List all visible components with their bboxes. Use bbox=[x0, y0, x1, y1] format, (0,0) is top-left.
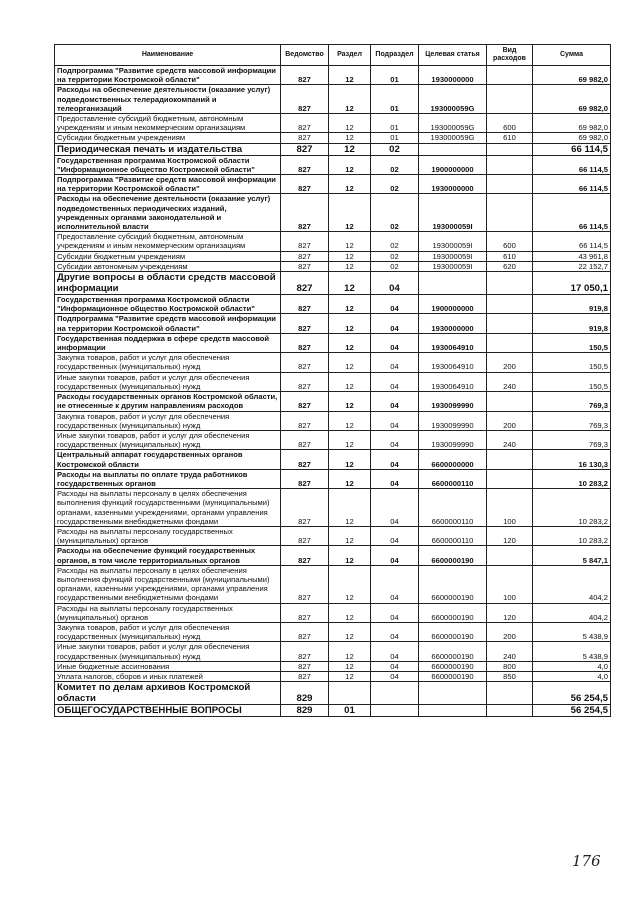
row-section: 12 bbox=[329, 603, 371, 622]
budget-table-page bbox=[54, 44, 610, 717]
table-row bbox=[55, 546, 611, 565]
row-subsection: 04 bbox=[371, 314, 419, 333]
row-amount: 404,2 bbox=[533, 603, 611, 622]
row-subsection: 02 bbox=[371, 143, 419, 155]
row-department: 829 bbox=[281, 682, 329, 705]
row-department: 827 bbox=[281, 194, 329, 232]
row-target-item: 6600000190 bbox=[419, 642, 487, 661]
table-row bbox=[55, 272, 611, 295]
row-amount: 150,5 bbox=[533, 372, 611, 391]
row-department: 827 bbox=[281, 642, 329, 661]
row-target-item: 6600000190 bbox=[419, 565, 487, 603]
row-amount: 4,0 bbox=[533, 671, 611, 681]
row-amount: 56 254,5 bbox=[533, 682, 611, 705]
table-header-row bbox=[55, 45, 611, 66]
row-department: 827 bbox=[281, 450, 329, 469]
row-amount: 56 254,5 bbox=[533, 705, 611, 717]
row-amount: 69 982,0 bbox=[533, 114, 611, 133]
row-target-item: 193000059G bbox=[419, 85, 487, 114]
row-expense-type bbox=[487, 143, 533, 155]
row-amount: 66 114,5 bbox=[533, 175, 611, 194]
table-row bbox=[55, 114, 611, 133]
row-expense-type: 200 bbox=[487, 411, 533, 430]
row-expense-type: 120 bbox=[487, 526, 533, 545]
row-section: 12 bbox=[329, 114, 371, 133]
row-name: Расходы на выплаты персоналу в целях обеспечения выполнения функций государственными (муниципальными) органами, казенными учреждениями, органами управления государственными внебюджетными фондами bbox=[55, 489, 281, 527]
row-amount: 919,8 bbox=[533, 295, 611, 314]
row-expense-type: 120 bbox=[487, 603, 533, 622]
row-name: Комитет по делам архивов Костромской области bbox=[55, 682, 281, 705]
row-subsection: 02 bbox=[371, 251, 419, 261]
row-expense-type: 850 bbox=[487, 671, 533, 681]
row-name: Закупка товаров, работ и услуг для обеспечения государственных (муниципальных) нужд bbox=[55, 411, 281, 430]
row-department: 829 bbox=[281, 705, 329, 717]
row-target-item bbox=[419, 272, 487, 295]
row-amount: 769,3 bbox=[533, 430, 611, 449]
table-row bbox=[55, 372, 611, 391]
header-target-item: Целевая статья bbox=[419, 45, 487, 66]
row-section: 12 bbox=[329, 565, 371, 603]
row-subsection: 04 bbox=[371, 372, 419, 391]
row-amount: 10 283,2 bbox=[533, 489, 611, 527]
row-section: 12 bbox=[329, 85, 371, 114]
header-expense-type: Вид расходов bbox=[487, 45, 533, 66]
row-section: 12 bbox=[329, 489, 371, 527]
row-amount: 69 982,0 bbox=[533, 85, 611, 114]
row-amount: 769,3 bbox=[533, 411, 611, 430]
row-subsection: 04 bbox=[371, 333, 419, 352]
row-name: Иные закупки товаров, работ и услуг для обеспечения государственных (муниципальных) нужд bbox=[55, 430, 281, 449]
table-row bbox=[55, 603, 611, 622]
row-target-item: 1930000000 bbox=[419, 314, 487, 333]
row-subsection: 04 bbox=[371, 546, 419, 565]
row-target-item: 6600000190 bbox=[419, 603, 487, 622]
row-target-item: 1930064910 bbox=[419, 372, 487, 391]
row-target-item: 193000059I bbox=[419, 194, 487, 232]
row-target-item bbox=[419, 682, 487, 705]
row-subsection: 04 bbox=[371, 622, 419, 641]
row-subsection: 04 bbox=[371, 526, 419, 545]
row-amount: 66 114,5 bbox=[533, 232, 611, 251]
row-section: 12 bbox=[329, 430, 371, 449]
row-department: 827 bbox=[281, 143, 329, 155]
row-name: Предоставление субсидий бюджетным, автономным учреждениям и иным некоммерческим организациям bbox=[55, 114, 281, 133]
table-row bbox=[55, 450, 611, 469]
row-department: 827 bbox=[281, 295, 329, 314]
table-row bbox=[55, 314, 611, 333]
row-name: Иные закупки товаров, работ и услуг для обеспечения государственных (муниципальных) нужд bbox=[55, 372, 281, 391]
row-amount: 66 114,5 bbox=[533, 194, 611, 232]
row-target-item: 6600000110 bbox=[419, 526, 487, 545]
row-name: Расходы на выплаты по оплате труда работников государственных органов bbox=[55, 469, 281, 488]
table-row bbox=[55, 85, 611, 114]
row-subsection: 04 bbox=[371, 450, 419, 469]
row-expense-type bbox=[487, 450, 533, 469]
row-target-item: 193000059I bbox=[419, 251, 487, 261]
row-department: 827 bbox=[281, 85, 329, 114]
row-subsection: 04 bbox=[371, 661, 419, 671]
row-section: 12 bbox=[329, 261, 371, 271]
row-name: Закупка товаров, работ и услуг для обеспечения государственных (муниципальных) нужд bbox=[55, 622, 281, 641]
row-name: Уплата налогов, сборов и иных платежей bbox=[55, 671, 281, 681]
row-section: 12 bbox=[329, 314, 371, 333]
row-department: 827 bbox=[281, 155, 329, 174]
row-expense-type: 200 bbox=[487, 353, 533, 372]
row-amount: 10 283,2 bbox=[533, 469, 611, 488]
header-section: Раздел bbox=[329, 45, 371, 66]
row-expense-type: 600 bbox=[487, 232, 533, 251]
row-subsection bbox=[371, 682, 419, 705]
row-amount: 16 130,3 bbox=[533, 450, 611, 469]
row-expense-type bbox=[487, 469, 533, 488]
table-row bbox=[55, 333, 611, 352]
row-target-item bbox=[419, 705, 487, 717]
row-expense-type: 200 bbox=[487, 622, 533, 641]
table-row bbox=[55, 489, 611, 527]
row-name: Государственная программа Костромской области "Информационное общество Костромской области" bbox=[55, 295, 281, 314]
row-department: 827 bbox=[281, 526, 329, 545]
row-subsection bbox=[371, 705, 419, 717]
row-target-item: 6600000190 bbox=[419, 622, 487, 641]
row-target-item: 1930099990 bbox=[419, 411, 487, 430]
row-expense-type: 610 bbox=[487, 133, 533, 143]
row-target-item: 193000059G bbox=[419, 114, 487, 133]
row-name: Предоставление субсидий бюджетным, автономным учреждениям и иным некоммерческим организациям bbox=[55, 232, 281, 251]
row-section: 12 bbox=[329, 194, 371, 232]
row-target-item bbox=[419, 143, 487, 155]
row-name: Закупка товаров, работ и услуг для обеспечения государственных (муниципальных) нужд bbox=[55, 353, 281, 372]
table-row bbox=[55, 353, 611, 372]
row-target-item: 6600000190 bbox=[419, 661, 487, 671]
table-row bbox=[55, 66, 611, 85]
row-department: 827 bbox=[281, 133, 329, 143]
row-subsection: 02 bbox=[371, 194, 419, 232]
row-target-item: 6600000110 bbox=[419, 489, 487, 527]
table-row bbox=[55, 526, 611, 545]
row-target-item: 1930064910 bbox=[419, 333, 487, 352]
row-expense-type bbox=[487, 705, 533, 717]
row-target-item: 1930064910 bbox=[419, 353, 487, 372]
row-subsection: 04 bbox=[371, 353, 419, 372]
row-expense-type: 100 bbox=[487, 565, 533, 603]
row-expense-type bbox=[487, 272, 533, 295]
row-amount: 17 050,1 bbox=[533, 272, 611, 295]
row-name: Расходы на выплаты персоналу государственных (муниципальных) органов bbox=[55, 526, 281, 545]
row-subsection: 04 bbox=[371, 430, 419, 449]
row-department: 827 bbox=[281, 489, 329, 527]
row-amount: 5 438,9 bbox=[533, 622, 611, 641]
row-amount: 66 114,5 bbox=[533, 143, 611, 155]
row-department: 827 bbox=[281, 622, 329, 641]
table-row bbox=[55, 411, 611, 430]
row-target-item: 1900000000 bbox=[419, 295, 487, 314]
row-section: 12 bbox=[329, 642, 371, 661]
row-amount: 22 152,7 bbox=[533, 261, 611, 271]
row-section: 12 bbox=[329, 469, 371, 488]
row-expense-type: 240 bbox=[487, 372, 533, 391]
row-subsection: 04 bbox=[371, 295, 419, 314]
row-amount: 43 961,8 bbox=[533, 251, 611, 261]
row-expense-type: 100 bbox=[487, 489, 533, 527]
table-row bbox=[55, 392, 611, 411]
row-department: 827 bbox=[281, 372, 329, 391]
row-expense-type bbox=[487, 194, 533, 232]
row-name: Иные закупки товаров, работ и услуг для обеспечения государственных (муниципальных) нужд bbox=[55, 642, 281, 661]
table-row bbox=[55, 469, 611, 488]
row-name: Расходы на выплаты персоналу государственных (муниципальных) органов bbox=[55, 603, 281, 622]
row-section: 12 bbox=[329, 175, 371, 194]
row-target-item: 1900000000 bbox=[419, 155, 487, 174]
table-body bbox=[55, 66, 611, 717]
row-department: 827 bbox=[281, 546, 329, 565]
row-amount: 69 982,0 bbox=[533, 133, 611, 143]
row-section: 12 bbox=[329, 66, 371, 85]
row-target-item: 1930000000 bbox=[419, 66, 487, 85]
row-section: 12 bbox=[329, 546, 371, 565]
row-department: 827 bbox=[281, 392, 329, 411]
row-department: 827 bbox=[281, 175, 329, 194]
row-section: 12 bbox=[329, 353, 371, 372]
row-name: Субсидии бюджетным учреждениям bbox=[55, 251, 281, 261]
table-row bbox=[55, 251, 611, 261]
row-expense-type bbox=[487, 85, 533, 114]
row-amount: 769,3 bbox=[533, 392, 611, 411]
row-name: Расходы на выплаты персоналу в целях обеспечения выполнения функций государственными (муниципальными) органами, казенными учреждениями, органами управления государственными внебюджетными фондами bbox=[55, 565, 281, 603]
row-expense-type bbox=[487, 392, 533, 411]
row-department: 827 bbox=[281, 114, 329, 133]
row-expense-type: 240 bbox=[487, 430, 533, 449]
row-target-item: 6600000000 bbox=[419, 450, 487, 469]
table-row bbox=[55, 194, 611, 232]
row-subsection: 04 bbox=[371, 489, 419, 527]
row-expense-type: 620 bbox=[487, 261, 533, 271]
row-department: 827 bbox=[281, 661, 329, 671]
budget-table bbox=[54, 44, 611, 717]
row-amount: 4,0 bbox=[533, 661, 611, 671]
row-section: 12 bbox=[329, 622, 371, 641]
row-section: 12 bbox=[329, 411, 371, 430]
row-name: Государственная поддержка в сфере средств массовой информации bbox=[55, 333, 281, 352]
row-subsection: 04 bbox=[371, 469, 419, 488]
table-row bbox=[55, 565, 611, 603]
row-department: 827 bbox=[281, 603, 329, 622]
row-amount: 150,5 bbox=[533, 333, 611, 352]
row-subsection: 04 bbox=[371, 392, 419, 411]
row-target-item: 1930000000 bbox=[419, 175, 487, 194]
row-amount: 150,5 bbox=[533, 353, 611, 372]
table-row bbox=[55, 232, 611, 251]
row-name: Подпрограмма "Развитие средств массовой информации на территории Костромской области" bbox=[55, 314, 281, 333]
row-expense-type bbox=[487, 155, 533, 174]
table-row bbox=[55, 261, 611, 271]
row-name: Периодическая печать и издательства bbox=[55, 143, 281, 155]
header-amount: Сумма bbox=[533, 45, 611, 66]
row-section: 12 bbox=[329, 671, 371, 681]
row-section: 12 bbox=[329, 155, 371, 174]
row-section: 12 bbox=[329, 392, 371, 411]
row-subsection: 02 bbox=[371, 155, 419, 174]
row-subsection: 01 bbox=[371, 85, 419, 114]
table-row bbox=[55, 175, 611, 194]
row-target-item: 193000059I bbox=[419, 232, 487, 251]
row-name: Подпрограмма "Развитие средств массовой информации на территории Костромской области" bbox=[55, 66, 281, 85]
row-subsection: 04 bbox=[371, 671, 419, 681]
row-section: 12 bbox=[329, 450, 371, 469]
header-subsection: Подраздел bbox=[371, 45, 419, 66]
table-row bbox=[55, 671, 611, 681]
row-section: 12 bbox=[329, 333, 371, 352]
row-subsection: 04 bbox=[371, 565, 419, 603]
row-section: 12 bbox=[329, 372, 371, 391]
row-subsection: 01 bbox=[371, 133, 419, 143]
row-name: Субсидии бюджетным учреждениям bbox=[55, 133, 281, 143]
row-subsection: 04 bbox=[371, 411, 419, 430]
row-department: 827 bbox=[281, 272, 329, 295]
row-expense-type bbox=[487, 66, 533, 85]
row-amount: 919,8 bbox=[533, 314, 611, 333]
row-department: 827 bbox=[281, 251, 329, 261]
header-name: Наименование bbox=[55, 45, 281, 66]
row-name: Другие вопросы в области средств массовой информации bbox=[55, 272, 281, 295]
table-row bbox=[55, 133, 611, 143]
row-department: 827 bbox=[281, 333, 329, 352]
row-department: 827 bbox=[281, 314, 329, 333]
row-section: 12 bbox=[329, 232, 371, 251]
table-row bbox=[55, 682, 611, 705]
row-department: 827 bbox=[281, 565, 329, 603]
header-department: Ведомство bbox=[281, 45, 329, 66]
table-row bbox=[55, 143, 611, 155]
row-name: Подпрограмма "Развитие средств массовой информации на территории Костромской области" bbox=[55, 175, 281, 194]
table-row bbox=[55, 661, 611, 671]
table-row bbox=[55, 430, 611, 449]
row-section: 12 bbox=[329, 251, 371, 261]
row-section: 01 bbox=[329, 705, 371, 717]
row-subsection: 02 bbox=[371, 232, 419, 251]
row-expense-type: 800 bbox=[487, 661, 533, 671]
row-subsection: 01 bbox=[371, 114, 419, 133]
row-subsection: 01 bbox=[371, 66, 419, 85]
row-name: Субсидии автономным учреждениям bbox=[55, 261, 281, 271]
row-target-item: 1930099990 bbox=[419, 430, 487, 449]
row-section: 12 bbox=[329, 272, 371, 295]
row-amount: 66 114,5 bbox=[533, 155, 611, 174]
row-subsection: 04 bbox=[371, 272, 419, 295]
row-expense-type bbox=[487, 333, 533, 352]
table-row bbox=[55, 705, 611, 717]
row-subsection: 02 bbox=[371, 261, 419, 271]
row-department: 827 bbox=[281, 261, 329, 271]
row-name: ОБЩЕГОСУДАРСТВЕННЫЕ ВОПРОСЫ bbox=[55, 705, 281, 717]
row-subsection: 04 bbox=[371, 642, 419, 661]
row-name: Расходы государственных органов Костромской области, не отнесенные к другим направлениям расходов bbox=[55, 392, 281, 411]
row-target-item: 1930099990 bbox=[419, 392, 487, 411]
row-expense-type bbox=[487, 175, 533, 194]
row-expense-type bbox=[487, 295, 533, 314]
table-row bbox=[55, 622, 611, 641]
row-expense-type bbox=[487, 682, 533, 705]
row-amount: 5 438,9 bbox=[533, 642, 611, 661]
row-amount: 5 847,1 bbox=[533, 546, 611, 565]
row-department: 827 bbox=[281, 411, 329, 430]
row-amount: 404,2 bbox=[533, 565, 611, 603]
row-department: 827 bbox=[281, 469, 329, 488]
row-name: Расходы на обеспечение деятельности (оказание услуг) подведомственных периодических изданий, учрежденных органами законодательной и исполнительной власти bbox=[55, 194, 281, 232]
row-section: 12 bbox=[329, 295, 371, 314]
row-name: Расходы на обеспечение деятельности (оказание услуг) подведомственных телерадиокомпаний и телеорганизаций bbox=[55, 85, 281, 114]
table-row bbox=[55, 642, 611, 661]
row-section: 12 bbox=[329, 526, 371, 545]
row-subsection: 04 bbox=[371, 603, 419, 622]
row-target-item: 6600000110 bbox=[419, 469, 487, 488]
row-section: 12 bbox=[329, 143, 371, 155]
row-name: Государственная программа Костромской области "Информационное общество Костромской области" bbox=[55, 155, 281, 174]
row-amount: 69 982,0 bbox=[533, 66, 611, 85]
row-target-item: 193000059I bbox=[419, 261, 487, 271]
row-name: Центральный аппарат государственных органов Костромской области bbox=[55, 450, 281, 469]
table-row bbox=[55, 295, 611, 314]
row-name: Иные бюджетные ассигнования bbox=[55, 661, 281, 671]
row-section bbox=[329, 682, 371, 705]
row-subsection: 02 bbox=[371, 175, 419, 194]
row-expense-type: 240 bbox=[487, 642, 533, 661]
row-target-item: 6600000190 bbox=[419, 671, 487, 681]
row-amount: 10 283,2 bbox=[533, 526, 611, 545]
row-section: 12 bbox=[329, 661, 371, 671]
row-department: 827 bbox=[281, 66, 329, 85]
row-department: 827 bbox=[281, 671, 329, 681]
row-section: 12 bbox=[329, 133, 371, 143]
row-name: Расходы на обеспечение функций государственных органов, в том числе территориальных органов bbox=[55, 546, 281, 565]
row-department: 827 bbox=[281, 353, 329, 372]
page-number: 176 bbox=[572, 852, 601, 870]
row-department: 827 bbox=[281, 232, 329, 251]
row-expense-type bbox=[487, 314, 533, 333]
row-target-item: 6600000190 bbox=[419, 546, 487, 565]
table-row bbox=[55, 155, 611, 174]
row-expense-type: 600 bbox=[487, 114, 533, 133]
row-expense-type bbox=[487, 546, 533, 565]
row-expense-type: 610 bbox=[487, 251, 533, 261]
row-department: 827 bbox=[281, 430, 329, 449]
row-target-item: 193000059G bbox=[419, 133, 487, 143]
